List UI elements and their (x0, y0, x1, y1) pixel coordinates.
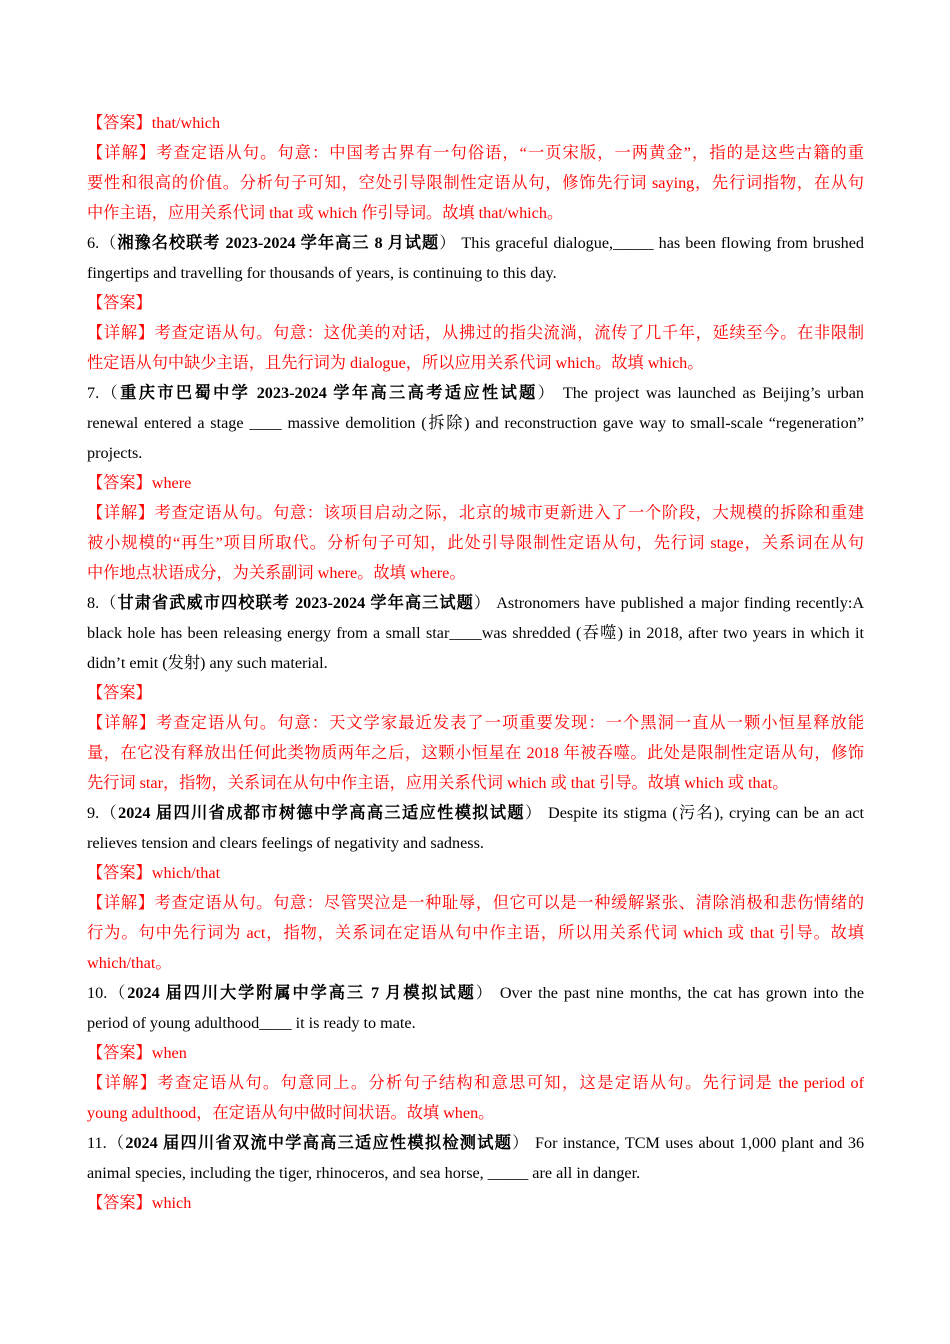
question-line (87, 258, 864, 288)
question-text: The project was launched as Beijing’s urban (562, 384, 865, 402)
detail-text: 中作主语，应用关系代词 that 或 which 作引导词。故填 that/which。 (87, 204, 564, 222)
question-number: 8.（ (87, 594, 118, 612)
answer-label: 【答案】 (87, 294, 152, 312)
answer-value: when (151, 1044, 187, 1062)
question-source: 重庆市巴蜀中学 2023-2024 学年高三高考适应性试题 (120, 384, 538, 402)
question-line (87, 588, 864, 618)
detail-line (87, 738, 864, 768)
question-source: 湘豫名校联考 2023-2024 学年高三 8 月试题 (117, 234, 440, 252)
detail-line (87, 888, 864, 918)
answer-label: 【答案】 (87, 114, 152, 132)
answer-line (87, 858, 864, 888)
detail-line (87, 948, 864, 978)
detail-text: 考查定语从句。句意：天文学家最近发表了一项重要发现：一个黑洞一直从一颗小恒星释放能 (156, 714, 865, 732)
question-line (87, 828, 864, 858)
question-number: 6.（ (87, 234, 118, 252)
detail-line (87, 348, 864, 378)
detail-line (87, 318, 864, 348)
question-text: didn’t emit (发射) any such material. (87, 654, 328, 672)
answer-label: 【答案】 (87, 684, 152, 702)
detail-text: 先行词 star，指物，关系词在从句中作主语，应用关系代词 which 或 that 引导。故填 which 或 that。 (87, 774, 789, 792)
question-number: 7.（ (87, 384, 121, 402)
question-text: For instance, TCM uses about 1,000 plant and 36 (534, 1134, 865, 1152)
question-line (87, 378, 864, 408)
question-text: Over the past nine months, the cat has grown into the (499, 984, 865, 1002)
detail-line (87, 138, 864, 168)
answer-value: that/which (151, 114, 221, 132)
detail-text: 性定语从句中缺少主语，且先行词为 dialogue，所以应用关系代词 which。故填 which。 (87, 354, 704, 372)
detail-text: young adulthood，在定语从句中做时间状语。故填 when。 (87, 1104, 495, 1122)
answer-label: 【答案】 (87, 1044, 152, 1062)
question-source-close: ） (439, 234, 457, 252)
answer-label: 【答案】 (87, 474, 152, 492)
answer-value: which (151, 1194, 192, 1212)
question-line (87, 408, 864, 438)
question-line (87, 1008, 864, 1038)
question-text: period of young adulthood____ it is ready to mate. (87, 1014, 416, 1032)
question-source-close: ） (525, 804, 543, 822)
detail-label: 【详解】 (87, 894, 155, 912)
question-source-close: ） (512, 1134, 530, 1152)
question-source-close: ） (473, 594, 492, 612)
detail-line (87, 708, 864, 738)
question-text: animal species, including the tiger, rhinoceros, and sea horse, _____ are all in danger. (87, 1164, 641, 1182)
detail-text: 考查定语从句。句意同上。分析句子结构和意思可知，这是定语从句。先行词是 the period of (157, 1074, 864, 1092)
question-source-close: ） (475, 984, 494, 1002)
detail-label: 【详解】 (87, 504, 155, 522)
detail-text: 考查定语从句。句意：这优美的对话，从拂过的指尖流淌，流传了几千年，延续至今。在非限制 (154, 324, 865, 342)
detail-line (87, 1098, 864, 1128)
detail-line (87, 498, 864, 528)
question-source: 2024 届四川省双流中学高高三适应性模拟检测试题 (125, 1134, 513, 1152)
detail-label: 【详解】 (87, 714, 157, 732)
question-text: This graceful dialogue,_____ has been flowing from brushed (461, 234, 865, 252)
question-text: relieves tension and clears feelings of negativity and sadness. (87, 834, 484, 852)
question-line (87, 798, 864, 828)
answer-line (87, 678, 864, 708)
document-content (87, 108, 864, 1218)
question-text: fingertips and travelling for thousands of years, is continuing to this day. (87, 264, 557, 282)
answer-line (87, 288, 864, 318)
answer-line (87, 468, 864, 498)
detail-line (87, 918, 864, 948)
question-line (87, 1158, 864, 1188)
detail-label: 【详解】 (87, 324, 155, 342)
question-number: 10.（ (87, 984, 128, 1002)
detail-text: 量，在它没有释放出任何此类物质两年之后，这颗小恒星在 2018 年被吞噬。此处是限制性定语从句，修饰 (87, 744, 864, 762)
question-text: projects. (87, 444, 143, 462)
detail-text: 考查定语从句。句意：中国考古界有一句俗语，“一页宋版，一两黄金”，指的是这些古籍的重 (156, 144, 864, 162)
question-number: 9.（ (87, 804, 119, 822)
question-line (87, 438, 864, 468)
question-source: 2024 届四川省成都市树德中学高高三适应性模拟试题 (118, 804, 525, 822)
detail-line (87, 528, 864, 558)
question-text: black hole has been releasing energy from a small star____was shredded (吞噬) in 2018, after two years in which it (87, 624, 864, 642)
answer-line (87, 1038, 864, 1068)
detail-label: 【详解】 (87, 1074, 158, 1092)
detail-label: 【详解】 (87, 144, 157, 162)
answer-value: which/that (151, 864, 221, 882)
detail-line (87, 768, 864, 798)
detail-text: 被小规模的“再生”项目所取代。分析句子可知，此处引导限制性定语从句，先行词 stage，关系词在从句 (87, 534, 864, 552)
detail-line (87, 198, 864, 228)
answer-line (87, 108, 864, 138)
question-number: 11.（ (87, 1134, 126, 1152)
answer-value: where (151, 474, 192, 492)
detail-text: 考查定语从句。句意：尽管哭泣是一种耻辱，但它可以是一种缓解紧张、清除消极和悲伤情绪的 (154, 894, 865, 912)
question-text: Despite its stigma (污名), crying can be an act (548, 804, 865, 822)
question-line (87, 978, 864, 1008)
detail-line (87, 168, 864, 198)
question-source-close: ） (537, 384, 557, 402)
answer-label: 【答案】 (87, 1194, 152, 1212)
answer-label: 【答案】 (87, 864, 152, 882)
question-line (87, 618, 864, 648)
question-source: 2024 届四川大学附属中学高三 7 月模拟试题 (127, 984, 476, 1002)
detail-text: 中作地点状语成分，为关系副词 where。故填 where。 (87, 564, 466, 582)
detail-text: which/that。 (87, 954, 172, 972)
question-text: Astronomers have published a major finding recently:A (496, 594, 865, 612)
detail-text: 要性和很高的价值。分析句子可知，空处引导限制性定语从句，修饰先行词 saying，先行词指物，在从句 (87, 174, 864, 192)
question-source: 甘肃省武威市四校联考 2023-2024 学年高三试题 (117, 594, 474, 612)
detail-line (87, 558, 864, 588)
answer-line (87, 1188, 864, 1218)
detail-line (87, 1068, 864, 1098)
question-line (87, 1128, 864, 1158)
question-line (87, 648, 864, 678)
question-text: renewal entered a stage ____ massive demolition (拆除) and reconstruction gave way to small-scale “regeneration” (87, 414, 864, 432)
detail-text: 考查定语从句。句意：该项目启动之际，北京的城市更新进入了一个阶段，大规模的拆除和重建 (154, 504, 865, 522)
detail-text: 行为。句中先行词为 act，指物，关系词在定语从句中作主语，所以用关系代词 which 或 that 引导。故填 (87, 924, 864, 942)
question-line (87, 228, 864, 258)
